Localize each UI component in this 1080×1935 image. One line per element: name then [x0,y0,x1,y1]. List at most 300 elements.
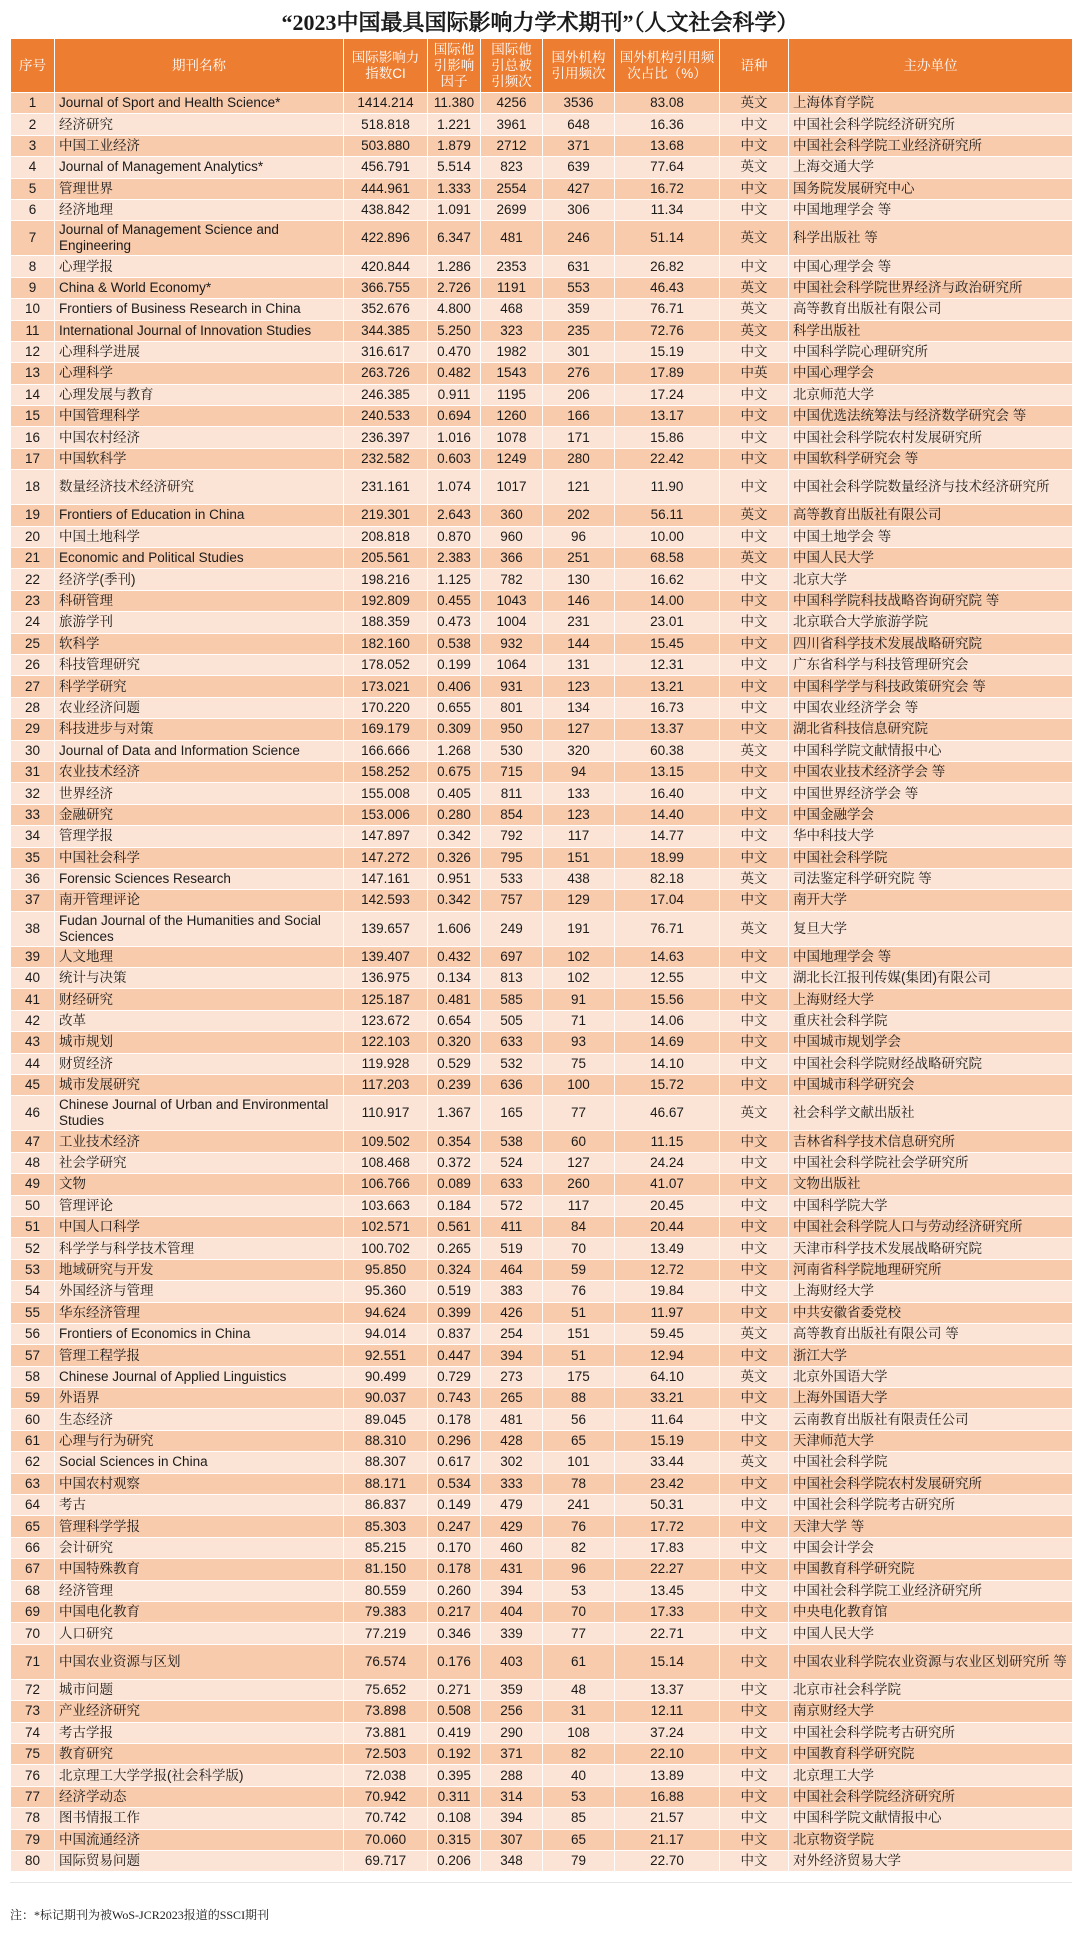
cell-foreign-ratio: 13.49 [615,1238,720,1259]
table-row [11,114,1073,135]
table-row [11,783,1073,804]
table-row [11,93,1073,114]
cell-foreign-citations: 151 [543,847,615,868]
cell-foreign-ratio: 22.71 [615,1623,720,1644]
cell-rank: 31 [11,761,55,782]
cell-sponsor: 天津师范大学 [789,1430,1073,1451]
cell-impact-factor: 0.455 [428,590,481,611]
table-body [11,93,1073,1872]
cell-total-citations: 394 [481,1345,543,1366]
cell-journal-name: 经济学(季刊) [55,569,344,590]
table-row [11,1259,1073,1280]
cell-journal-name: 中国特殊教育 [55,1559,344,1580]
cell-impact-factor: 0.432 [428,946,481,967]
cell-foreign-citations: 60 [543,1131,615,1152]
cell-foreign-citations: 51 [543,1302,615,1323]
cell-sponsor: 中国科学院大学 [789,1195,1073,1216]
cell-foreign-ratio: 46.43 [615,277,720,298]
cell-rank: 28 [11,697,55,718]
cell-sponsor: 吉林省科学技术信息研究所 [789,1131,1073,1152]
cell-total-citations: 254 [481,1323,543,1344]
cell-sponsor: 司法鉴定科学研究院 等 [789,868,1073,889]
cell-foreign-citations: 235 [543,320,615,341]
cell-sponsor: 中国社会科学院数量经济与技术经济研究所 [789,470,1073,505]
cell-language: 中文 [720,1850,789,1871]
cell-ci: 352.676 [344,299,428,320]
cell-journal-name: Fudan Journal of the Humanities and Social Sciences [55,911,344,946]
cell-sponsor: 高等教育出版社有限公司 等 [789,1323,1073,1344]
cell-impact-factor: 1.606 [428,911,481,946]
cell-sponsor: 浙江大学 [789,1345,1073,1366]
cell-ci: 139.657 [344,911,428,946]
cell-total-citations: 1043 [481,590,543,611]
cell-total-citations: 479 [481,1495,543,1516]
cell-foreign-citations: 123 [543,676,615,697]
cell-sponsor: 高等教育出版社有限公司 [789,299,1073,320]
cell-foreign-citations: 553 [543,277,615,298]
cell-journal-name: 华东经济管理 [55,1302,344,1323]
cell-foreign-citations: 129 [543,890,615,911]
table-row [11,1174,1073,1195]
cell-rank: 23 [11,590,55,611]
cell-total-citations: 431 [481,1559,543,1580]
table-row [11,1323,1073,1344]
cell-ci: 70.942 [344,1786,428,1807]
cell-language: 中文 [720,1765,789,1786]
cell-sponsor: 中国科学院文献情报中心 [789,1808,1073,1829]
cell-language: 中文 [720,1580,789,1601]
cell-rank: 2 [11,114,55,135]
cell-ci: 142.593 [344,890,428,911]
cell-impact-factor: 5.514 [428,157,481,178]
cell-journal-name: 农业技术经济 [55,761,344,782]
cell-journal-name: 数量经济技术经济研究 [55,470,344,505]
cell-total-citations: 394 [481,1580,543,1601]
cell-total-citations: 307 [481,1829,543,1850]
cell-journal-name: 财经研究 [55,989,344,1010]
cell-journal-name: 旅游学刊 [55,612,344,633]
cell-foreign-ratio: 72.76 [615,320,720,341]
cell-foreign-ratio: 16.62 [615,569,720,590]
cell-journal-name: 中国农村观察 [55,1473,344,1494]
cell-rank: 74 [11,1722,55,1743]
cell-ci: 92.551 [344,1345,428,1366]
cell-journal-name: 心理与行为研究 [55,1430,344,1451]
cell-rank: 71 [11,1644,55,1679]
cell-foreign-ratio: 17.33 [615,1602,720,1623]
cell-foreign-citations: 102 [543,946,615,967]
cell-sponsor: 北京联合大学旅游学院 [789,612,1073,633]
cell-foreign-citations: 151 [543,1323,615,1344]
cell-journal-name: Frontiers of Education in China [55,505,344,526]
cell-language: 中文 [720,1281,789,1302]
cell-language: 中文 [720,697,789,718]
cell-total-citations: 323 [481,320,543,341]
cell-sponsor: 国务院发展研究中心 [789,178,1073,199]
cell-impact-factor: 1.367 [428,1096,481,1131]
cell-sponsor: 高等教育出版社有限公司 [789,505,1073,526]
cell-sponsor: 中国社会科学院经济研究所 [789,114,1073,135]
cell-ci: 208.818 [344,526,428,547]
cell-ci: 89.045 [344,1409,428,1430]
cell-foreign-ratio: 13.89 [615,1765,720,1786]
cell-total-citations: 4256 [481,93,543,114]
cell-sponsor: 上海交通大学 [789,157,1073,178]
cell-journal-name: 人口研究 [55,1623,344,1644]
cell-journal-name: China & World Economy* [55,277,344,298]
cell-ci: 125.187 [344,989,428,1010]
cell-total-citations: 633 [481,1032,543,1053]
cell-rank: 52 [11,1238,55,1259]
cell-ci: 117.203 [344,1075,428,1096]
cell-ci: 205.561 [344,548,428,569]
cell-impact-factor: 0.170 [428,1537,481,1558]
cell-impact-factor: 0.743 [428,1388,481,1409]
cell-foreign-ratio: 14.69 [615,1032,720,1053]
cell-sponsor: 南开大学 [789,890,1073,911]
cell-journal-name: International Journal of Innovation Studies [55,320,344,341]
cell-foreign-citations: 79 [543,1850,615,1871]
cell-total-citations: 782 [481,569,543,590]
cell-language: 中文 [720,448,789,469]
cell-ci: 366.755 [344,277,428,298]
cell-foreign-citations: 82 [543,1537,615,1558]
cell-sponsor: 北京理工大学 [789,1765,1073,1786]
cell-sponsor: 中国社会科学院工业经济研究所 [789,135,1073,156]
cell-ci: 80.559 [344,1580,428,1601]
cell-total-citations: 2699 [481,199,543,220]
table-row [11,1473,1073,1494]
cell-journal-name: Journal of Data and Information Science [55,740,344,761]
cell-foreign-ratio: 23.01 [615,612,720,633]
cell-ci: 88.307 [344,1452,428,1473]
cell-rank: 45 [11,1075,55,1096]
cell-impact-factor: 0.538 [428,633,481,654]
cell-journal-name: 管理工程学报 [55,1345,344,1366]
table-row [11,526,1073,547]
cell-ci: 79.383 [344,1602,428,1623]
cell-ci: 75.652 [344,1679,428,1700]
cell-language: 中文 [720,847,789,868]
header-impact-factor: 国际他引影响因子 [428,39,481,93]
cell-total-citations: 1004 [481,612,543,633]
cell-impact-factor: 0.342 [428,890,481,911]
cell-impact-factor: 5.250 [428,320,481,341]
cell-impact-factor: 0.346 [428,1623,481,1644]
cell-language: 中文 [720,1495,789,1516]
cell-rank: 9 [11,277,55,298]
cell-foreign-citations: 53 [543,1580,615,1601]
cell-impact-factor: 1.091 [428,199,481,220]
cell-impact-factor: 0.199 [428,654,481,675]
cell-impact-factor: 0.176 [428,1644,481,1679]
cell-total-citations: 931 [481,676,543,697]
cell-total-citations: 359 [481,1679,543,1700]
cell-foreign-ratio: 46.67 [615,1096,720,1131]
cell-impact-factor: 1.268 [428,740,481,761]
cell-language: 英文 [720,1323,789,1344]
cell-sponsor: 重庆社会科学院 [789,1010,1073,1031]
cell-impact-factor: 0.481 [428,989,481,1010]
cell-total-citations: 950 [481,719,543,740]
cell-foreign-citations: 70 [543,1238,615,1259]
cell-ci: 90.499 [344,1366,428,1387]
cell-rank: 21 [11,548,55,569]
cell-foreign-citations: 166 [543,406,615,427]
cell-rank: 40 [11,968,55,989]
cell-impact-factor: 0.534 [428,1473,481,1494]
cell-ci: 81.150 [344,1559,428,1580]
cell-sponsor: 中国科学学与科技政策研究会 等 [789,676,1073,697]
cell-rank: 59 [11,1388,55,1409]
cell-foreign-ratio: 26.82 [615,256,720,277]
table-row [11,1722,1073,1743]
cell-foreign-ratio: 15.45 [615,633,720,654]
cell-language: 中文 [720,590,789,611]
cell-total-citations: 428 [481,1430,543,1451]
table-row [11,277,1073,298]
cell-sponsor: 中国城市规划学会 [789,1032,1073,1053]
cell-total-citations: 256 [481,1701,543,1722]
cell-language: 中文 [720,406,789,427]
cell-foreign-ratio: 17.89 [615,363,720,384]
cell-journal-name: 生态经济 [55,1409,344,1430]
cell-journal-name: 金融研究 [55,804,344,825]
cell-foreign-citations: 280 [543,448,615,469]
cell-ci: 316.617 [344,341,428,362]
cell-journal-name: 心理科学进展 [55,341,344,362]
cell-journal-name: Social Sciences in China [55,1452,344,1473]
cell-language: 中文 [720,135,789,156]
cell-foreign-ratio: 13.45 [615,1580,720,1601]
cell-foreign-ratio: 17.24 [615,384,720,405]
cell-foreign-citations: 77 [543,1096,615,1131]
cell-total-citations: 1017 [481,470,543,505]
cell-rank: 76 [11,1765,55,1786]
cell-language: 中文 [720,1302,789,1323]
table-row [11,1829,1073,1850]
cell-impact-factor: 0.508 [428,1701,481,1722]
cell-sponsor: 天津市科学技术发展战略研究院 [789,1238,1073,1259]
cell-foreign-ratio: 16.73 [615,697,720,718]
cell-rank: 36 [11,868,55,889]
cell-foreign-citations: 102 [543,968,615,989]
cell-foreign-ratio: 13.17 [615,406,720,427]
cell-journal-name: 中国农业资源与区划 [55,1644,344,1679]
cell-ci: 166.666 [344,740,428,761]
cell-ci: 155.008 [344,783,428,804]
cell-sponsor: 南京财经大学 [789,1701,1073,1722]
cell-language: 中文 [720,427,789,448]
cell-foreign-ratio: 21.57 [615,1808,720,1829]
cell-total-citations: 813 [481,968,543,989]
cell-sponsor: 北京物资学院 [789,1829,1073,1850]
cell-rank: 78 [11,1808,55,1829]
cell-foreign-ratio: 12.94 [615,1345,720,1366]
cell-ci: 103.663 [344,1195,428,1216]
cell-total-citations: 757 [481,890,543,911]
cell-foreign-citations: 191 [543,911,615,946]
cell-total-citations: 288 [481,1765,543,1786]
cell-impact-factor: 0.108 [428,1808,481,1829]
table-row [11,363,1073,384]
cell-total-citations: 533 [481,868,543,889]
cell-total-citations: 290 [481,1722,543,1743]
cell-impact-factor: 0.217 [428,1602,481,1623]
cell-foreign-citations: 88 [543,1388,615,1409]
cell-rank: 18 [11,470,55,505]
cell-sponsor: 中国农业经济学会 等 [789,697,1073,718]
cell-language: 中文 [720,1259,789,1280]
table-row [11,1850,1073,1871]
cell-foreign-ratio: 14.40 [615,804,720,825]
cell-rank: 63 [11,1473,55,1494]
cell-journal-name: Economic and Political Studies [55,548,344,569]
cell-foreign-ratio: 33.21 [615,1388,720,1409]
cell-language: 英文 [720,911,789,946]
cell-total-citations: 811 [481,783,543,804]
cell-total-citations: 715 [481,761,543,782]
cell-foreign-ratio: 12.31 [615,654,720,675]
cell-rank: 11 [11,320,55,341]
cell-total-citations: 585 [481,989,543,1010]
cell-impact-factor: 1.333 [428,178,481,199]
cell-impact-factor: 0.309 [428,719,481,740]
cell-rank: 32 [11,783,55,804]
cell-ci: 86.837 [344,1495,428,1516]
cell-journal-name: 科技进步与对策 [55,719,344,740]
cell-total-citations: 505 [481,1010,543,1031]
cell-rank: 42 [11,1010,55,1031]
cell-impact-factor: 6.347 [428,221,481,256]
cell-impact-factor: 0.447 [428,1345,481,1366]
cell-language: 中文 [720,1743,789,1764]
cell-foreign-ratio: 22.10 [615,1743,720,1764]
cell-sponsor: 天津大学 等 [789,1516,1073,1537]
cell-foreign-ratio: 15.86 [615,427,720,448]
table-row [11,299,1073,320]
table-row [11,1537,1073,1558]
cell-foreign-citations: 121 [543,470,615,505]
cell-foreign-ratio: 21.17 [615,1829,720,1850]
table-row [11,1516,1073,1537]
cell-language: 中文 [720,1430,789,1451]
cell-total-citations: 339 [481,1623,543,1644]
cell-foreign-citations: 101 [543,1452,615,1473]
cell-ci: 88.171 [344,1473,428,1494]
table-row [11,470,1073,505]
table-row [11,1096,1073,1131]
cell-foreign-ratio: 20.44 [615,1216,720,1237]
cell-sponsor: 科学出版社 等 [789,221,1073,256]
cell-impact-factor: 0.395 [428,1765,481,1786]
cell-total-citations: 481 [481,1409,543,1430]
cell-foreign-citations: 231 [543,612,615,633]
cell-journal-name: 外国经济与管理 [55,1281,344,1302]
cell-sponsor: 中国心理学会 等 [789,256,1073,277]
cell-ci: 158.252 [344,761,428,782]
cell-impact-factor: 0.184 [428,1195,481,1216]
cell-foreign-citations: 96 [543,526,615,547]
cell-total-citations: 314 [481,1786,543,1807]
cell-foreign-citations: 70 [543,1602,615,1623]
cell-foreign-ratio: 14.63 [615,946,720,967]
cell-sponsor: 对外经济贸易大学 [789,1850,1073,1871]
table-row [11,1010,1073,1031]
table-row [11,1623,1073,1644]
cell-ci: 122.103 [344,1032,428,1053]
cell-foreign-citations: 130 [543,569,615,590]
cell-rank: 61 [11,1430,55,1451]
table-row [11,654,1073,675]
cell-language: 中文 [720,989,789,1010]
table-row [11,612,1073,633]
table-row [11,1075,1073,1096]
cell-total-citations: 1249 [481,448,543,469]
cell-sponsor: 四川省科学技术发展战略研究院 [789,633,1073,654]
cell-total-citations: 404 [481,1602,543,1623]
cell-foreign-ratio: 76.71 [615,299,720,320]
cell-foreign-ratio: 11.34 [615,199,720,220]
cell-foreign-citations: 76 [543,1281,615,1302]
cell-total-citations: 532 [481,1053,543,1074]
cell-foreign-citations: 371 [543,135,615,156]
cell-language: 中文 [720,1174,789,1195]
cell-journal-name: 中国土地科学 [55,526,344,547]
cell-journal-name: 社会学研究 [55,1152,344,1173]
cell-rank: 73 [11,1701,55,1722]
cell-journal-name: 管理学报 [55,826,344,847]
cell-foreign-ratio: 12.72 [615,1259,720,1280]
cell-journal-name: 考古学报 [55,1722,344,1743]
cell-sponsor: 上海财经大学 [789,1281,1073,1302]
cell-impact-factor: 0.324 [428,1259,481,1280]
cell-language: 英文 [720,320,789,341]
cell-impact-factor: 0.239 [428,1075,481,1096]
cell-journal-name: 经济研究 [55,114,344,135]
cell-journal-name: 中国人口科学 [55,1216,344,1237]
table-header [11,39,1073,93]
table-row [11,1281,1073,1302]
cell-impact-factor: 0.655 [428,697,481,718]
cell-rank: 70 [11,1623,55,1644]
cell-sponsor: 中国科学院文献情报中心 [789,740,1073,761]
cell-language: 中文 [720,1032,789,1053]
cell-impact-factor: 0.178 [428,1559,481,1580]
cell-foreign-citations: 260 [543,1174,615,1195]
cell-foreign-citations: 31 [543,1701,615,1722]
cell-foreign-citations: 56 [543,1409,615,1430]
cell-ci: 73.898 [344,1701,428,1722]
cell-foreign-citations: 75 [543,1053,615,1074]
table-row [11,826,1073,847]
cell-foreign-ratio: 15.14 [615,1644,720,1679]
cell-foreign-citations: 65 [543,1430,615,1451]
cell-sponsor: 中国社会科学院农村发展研究所 [789,427,1073,448]
cell-foreign-ratio: 50.31 [615,1495,720,1516]
cell-foreign-citations: 175 [543,1366,615,1387]
table-row [11,505,1073,526]
cell-total-citations: 633 [481,1174,543,1195]
cell-journal-name: Frontiers of Economics in China [55,1323,344,1344]
cell-rank: 35 [11,847,55,868]
cell-foreign-ratio: 10.00 [615,526,720,547]
cell-sponsor: 河南省科学院地理研究所 [789,1259,1073,1280]
cell-total-citations: 2353 [481,256,543,277]
cell-foreign-ratio: 16.72 [615,178,720,199]
cell-language: 中文 [720,946,789,967]
cell-language: 中文 [720,1053,789,1074]
